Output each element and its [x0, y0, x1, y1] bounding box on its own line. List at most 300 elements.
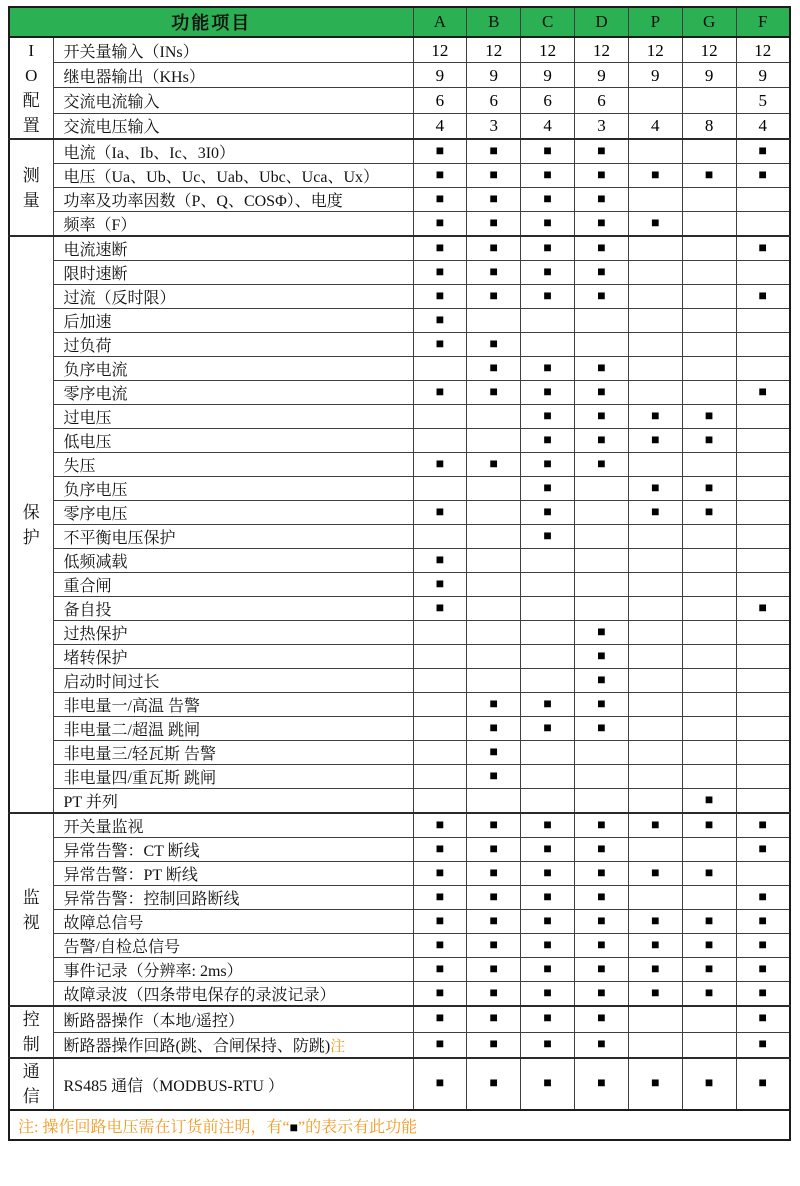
function-name: 电流速断 [53, 236, 413, 261]
feature-empty-cell [521, 573, 575, 597]
feature-present-cell: ■ [575, 669, 629, 693]
feature-empty-cell [575, 741, 629, 765]
feature-empty-cell [736, 453, 790, 477]
feature-present-cell: ■ [413, 934, 467, 958]
feature-present-cell: ■ [575, 212, 629, 237]
feature-empty-cell [413, 621, 467, 645]
feature-empty-cell [628, 621, 682, 645]
table-row [9, 982, 790, 1007]
io-count-cell: 9 [467, 63, 521, 88]
column-header-c: C [521, 7, 575, 37]
function-name: 限时速断 [53, 261, 413, 285]
header-row [9, 7, 790, 37]
feature-present-cell: ■ [628, 982, 682, 1007]
feature-present-cell: ■ [521, 813, 575, 838]
function-name: 开关量输入（INs） [53, 37, 413, 63]
feature-present-cell: ■ [413, 333, 467, 357]
feature-empty-cell [736, 357, 790, 381]
feature-empty-cell [521, 309, 575, 333]
table-row [9, 357, 790, 381]
feature-present-cell: ■ [413, 164, 467, 188]
feature-empty-cell [682, 621, 736, 645]
feature-empty-cell [467, 477, 521, 501]
note-reference-mark: 注 [330, 1039, 346, 1056]
function-name: 告警/自检总信号 [53, 934, 413, 958]
table-row [9, 113, 790, 139]
feature-present-cell: ■ [521, 525, 575, 549]
feature-present-cell: ■ [521, 1006, 575, 1032]
feature-present-cell: ■ [467, 886, 521, 910]
feature-present-cell: ■ [628, 1058, 682, 1110]
table-row [9, 139, 790, 164]
feature-present-cell: ■ [628, 164, 682, 188]
feature-present-cell: ■ [467, 212, 521, 237]
feature-empty-cell [682, 1032, 736, 1058]
feature-present-cell: ■ [521, 838, 575, 862]
feature-present-cell: ■ [575, 645, 629, 669]
feature-present-cell: ■ [682, 982, 736, 1007]
feature-empty-cell [628, 549, 682, 573]
feature-empty-cell [575, 525, 629, 549]
function-name: 开关量监视 [53, 813, 413, 838]
feature-present-cell: ■ [628, 910, 682, 934]
table-body [9, 37, 790, 1110]
feature-empty-cell [521, 645, 575, 669]
function-name: 负序电流 [53, 357, 413, 381]
feature-present-cell: ■ [521, 212, 575, 237]
table-row [9, 477, 790, 501]
feature-empty-cell [575, 549, 629, 573]
feature-empty-cell [736, 501, 790, 525]
function-name: PT 并列 [53, 789, 413, 814]
feature-empty-cell [628, 453, 682, 477]
feature-present-cell: ■ [467, 236, 521, 261]
feature-present-cell: ■ [467, 765, 521, 789]
feature-empty-cell [628, 886, 682, 910]
feature-empty-cell [736, 429, 790, 453]
feature-present-cell: ■ [413, 813, 467, 838]
feature-empty-cell [682, 838, 736, 862]
feature-empty-cell [682, 765, 736, 789]
table-row [9, 309, 790, 333]
footnote [9, 1110, 790, 1140]
feature-present-cell: ■ [413, 285, 467, 309]
feature-present-cell: ■ [521, 1058, 575, 1110]
feature-present-cell: ■ [575, 453, 629, 477]
io-count-cell: 9 [521, 63, 575, 88]
feature-empty-cell [467, 309, 521, 333]
feature-empty-cell [628, 838, 682, 862]
feature-empty-cell [628, 765, 682, 789]
io-count-cell: 6 [467, 88, 521, 113]
feature-present-cell: ■ [736, 1032, 790, 1058]
io-count-cell: 5 [736, 88, 790, 113]
table-row [9, 645, 790, 669]
io-count-cell: 12 [413, 37, 467, 63]
feature-present-cell: ■ [467, 381, 521, 405]
function-name: 启动时间过长 [53, 669, 413, 693]
function-name: 零序电压 [53, 501, 413, 525]
feature-empty-cell [682, 717, 736, 741]
table-row [9, 573, 790, 597]
feature-empty-cell [521, 621, 575, 645]
table-row [9, 88, 790, 113]
feature-empty-cell [467, 645, 521, 669]
feature-empty-cell [736, 477, 790, 501]
io-count-cell: 12 [467, 37, 521, 63]
function-name: 功率及功率因数（P、Q、COSΦ）、电度 [53, 188, 413, 212]
feature-present-cell: ■ [467, 693, 521, 717]
function-name: 不平衡电压保护 [53, 525, 413, 549]
table-row [9, 910, 790, 934]
feature-empty-cell [682, 88, 736, 113]
column-header-p: P [628, 7, 682, 37]
io-count-cell: 6 [521, 88, 575, 113]
feature-empty-cell [628, 236, 682, 261]
feature-present-cell: ■ [467, 453, 521, 477]
feature-present-cell: ■ [521, 862, 575, 886]
feature-present-cell: ■ [575, 982, 629, 1007]
feature-present-cell: ■ [575, 1032, 629, 1058]
feature-present-cell: ■ [413, 212, 467, 237]
table-row [9, 1058, 790, 1110]
feature-present-cell: ■ [575, 693, 629, 717]
feature-empty-cell [575, 477, 629, 501]
column-header-a: A [413, 7, 467, 37]
feature-empty-cell [628, 309, 682, 333]
table-row [9, 717, 790, 741]
feature-empty-cell [682, 741, 736, 765]
feature-present-cell: ■ [521, 717, 575, 741]
function-matrix-table [8, 6, 791, 1141]
feature-empty-cell [682, 645, 736, 669]
table-row [9, 236, 790, 261]
feature-present-cell: ■ [575, 139, 629, 164]
io-count-cell: 6 [413, 88, 467, 113]
table-row [9, 405, 790, 429]
feature-present-cell: ■ [413, 886, 467, 910]
feature-present-cell: ■ [521, 139, 575, 164]
io-count-cell: 3 [467, 113, 521, 139]
feature-empty-cell [467, 573, 521, 597]
feature-empty-cell [736, 188, 790, 212]
function-name: 异常告警：CT 断线 [53, 838, 413, 862]
function-name: 非电量二/超温 跳闸 [53, 717, 413, 741]
feature-empty-cell [628, 789, 682, 814]
feature-present-cell: ■ [628, 477, 682, 501]
feature-present-cell: ■ [682, 477, 736, 501]
table-row [9, 37, 790, 63]
function-name: 后加速 [53, 309, 413, 333]
feature-empty-cell [628, 741, 682, 765]
table-row [9, 525, 790, 549]
feature-present-cell: ■ [521, 910, 575, 934]
feature-empty-cell [628, 88, 682, 113]
group-label-control: 控 制 [9, 1006, 53, 1058]
function-name: 异常告警：PT 断线 [53, 862, 413, 886]
io-count-cell: 3 [575, 113, 629, 139]
table-row [9, 453, 790, 477]
feature-present-cell: ■ [575, 910, 629, 934]
feature-empty-cell [628, 285, 682, 309]
feature-empty-cell [575, 501, 629, 525]
column-header-b: B [467, 7, 521, 37]
table-row [9, 765, 790, 789]
feature-empty-cell [736, 309, 790, 333]
feature-present-cell: ■ [467, 741, 521, 765]
function-name: 电流（Ia、Ib、Ic、3I0） [53, 139, 413, 164]
feature-present-cell: ■ [521, 1032, 575, 1058]
feature-present-cell: ■ [467, 139, 521, 164]
feature-present-cell: ■ [413, 139, 467, 164]
feature-present-cell: ■ [467, 1058, 521, 1110]
table-row [9, 333, 790, 357]
feature-empty-cell [628, 597, 682, 621]
feature-present-cell: ■ [413, 381, 467, 405]
feature-present-cell: ■ [521, 958, 575, 982]
io-count-cell: 4 [521, 113, 575, 139]
feature-present-cell: ■ [413, 236, 467, 261]
feature-present-cell: ■ [575, 285, 629, 309]
feature-empty-cell [467, 597, 521, 621]
feature-present-cell: ■ [467, 838, 521, 862]
function-name: 负序电压 [53, 477, 413, 501]
feature-empty-cell [467, 429, 521, 453]
feature-empty-cell [521, 669, 575, 693]
feature-empty-cell [682, 236, 736, 261]
feature-present-cell: ■ [467, 1032, 521, 1058]
feature-empty-cell [736, 212, 790, 237]
feature-present-cell: ■ [413, 910, 467, 934]
feature-empty-cell [413, 429, 467, 453]
feature-present-cell: ■ [736, 813, 790, 838]
feature-present-cell: ■ [736, 934, 790, 958]
function-name: 交流电压输入 [53, 113, 413, 139]
feature-present-cell: ■ [467, 261, 521, 285]
feature-present-cell: ■ [521, 381, 575, 405]
table-row [9, 741, 790, 765]
function-name: 断路器操作回路(跳、合闸保持、防跳)注 [53, 1032, 413, 1058]
feature-present-cell: ■ [413, 982, 467, 1007]
table-row [9, 381, 790, 405]
io-count-cell: 9 [575, 63, 629, 88]
feature-empty-cell [575, 333, 629, 357]
feature-empty-cell [736, 261, 790, 285]
feature-empty-cell [736, 333, 790, 357]
feature-empty-cell [575, 765, 629, 789]
feature-present-cell: ■ [682, 501, 736, 525]
function-name: 备自投 [53, 597, 413, 621]
table-row [9, 63, 790, 88]
feature-present-cell: ■ [682, 813, 736, 838]
feature-present-cell: ■ [575, 164, 629, 188]
function-name: 非电量一/高温 告警 [53, 693, 413, 717]
feature-present-cell: ■ [413, 1032, 467, 1058]
feature-present-cell: ■ [521, 501, 575, 525]
feature-present-cell: ■ [467, 982, 521, 1007]
function-name: 继电器输出（KHs） [53, 63, 413, 88]
function-name: 零序电流 [53, 381, 413, 405]
feature-empty-cell [628, 1006, 682, 1032]
table-row [9, 261, 790, 285]
feature-present-cell: ■ [575, 958, 629, 982]
feature-present-cell: ■ [736, 838, 790, 862]
table-row [9, 285, 790, 309]
feature-present-cell: ■ [467, 862, 521, 886]
feature-empty-cell [682, 333, 736, 357]
table-row [9, 886, 790, 910]
feature-present-cell: ■ [682, 164, 736, 188]
function-name: 故障总信号 [53, 910, 413, 934]
feature-present-cell: ■ [467, 188, 521, 212]
group-label-io-config: I O 配 置 [9, 37, 53, 139]
feature-empty-cell [682, 597, 736, 621]
function-name: 过电压 [53, 405, 413, 429]
feature-empty-cell [682, 357, 736, 381]
feature-present-cell: ■ [413, 862, 467, 886]
feature-present-cell: ■ [413, 188, 467, 212]
feature-empty-cell [575, 597, 629, 621]
feature-present-cell: ■ [413, 261, 467, 285]
feature-present-cell: ■ [736, 910, 790, 934]
table-row [9, 212, 790, 237]
feature-empty-cell [682, 549, 736, 573]
feature-empty-cell [682, 669, 736, 693]
column-header-f: F [736, 7, 790, 37]
feature-empty-cell [575, 789, 629, 814]
feature-empty-cell [628, 1032, 682, 1058]
feature-empty-cell [521, 333, 575, 357]
feature-empty-cell [682, 693, 736, 717]
feature-empty-cell [736, 573, 790, 597]
feature-empty-cell [682, 261, 736, 285]
feature-empty-cell [628, 717, 682, 741]
feature-empty-cell [467, 621, 521, 645]
table-row [9, 1006, 790, 1032]
feature-present-cell: ■ [521, 236, 575, 261]
feature-present-cell: ■ [736, 285, 790, 309]
function-name: 过流（反时限） [53, 285, 413, 309]
feature-empty-cell [575, 573, 629, 597]
feature-empty-cell [682, 309, 736, 333]
feature-present-cell: ■ [521, 164, 575, 188]
function-name: 失压 [53, 453, 413, 477]
feature-empty-cell [736, 549, 790, 573]
feature-present-cell: ■ [628, 212, 682, 237]
group-label-protection: 保 护 [9, 236, 53, 813]
feature-empty-cell [521, 549, 575, 573]
feature-present-cell: ■ [736, 1006, 790, 1032]
function-name: 事件记录（分辨率: 2ms） [53, 958, 413, 982]
io-count-cell: 9 [736, 63, 790, 88]
feature-present-cell: ■ [575, 621, 629, 645]
column-header-d: D [575, 7, 629, 37]
feature-empty-cell [682, 285, 736, 309]
feature-empty-cell [628, 139, 682, 164]
feature-present-cell: ■ [521, 453, 575, 477]
function-name: 非电量四/重瓦斯 跳闸 [53, 765, 413, 789]
feature-empty-cell [467, 525, 521, 549]
function-name: 过热保护 [53, 621, 413, 645]
feature-empty-cell [736, 717, 790, 741]
feature-present-cell: ■ [467, 910, 521, 934]
feature-empty-cell [628, 261, 682, 285]
feature-empty-cell [736, 669, 790, 693]
feature-present-cell: ■ [736, 381, 790, 405]
group-label-monitoring: 监 视 [9, 813, 53, 1006]
feature-empty-cell [413, 717, 467, 741]
footnote-text-prefix: 注: 操作回路电压需在订货前注明，有“ [18, 1118, 290, 1136]
feature-empty-cell [413, 405, 467, 429]
feature-empty-cell [413, 357, 467, 381]
feature-present-cell: ■ [413, 453, 467, 477]
feature-present-cell: ■ [628, 813, 682, 838]
io-count-cell: 12 [521, 37, 575, 63]
feature-present-cell: ■ [521, 188, 575, 212]
function-name: 交流电流输入 [53, 88, 413, 113]
function-name: 低电压 [53, 429, 413, 453]
feature-present-cell: ■ [575, 429, 629, 453]
table-row [9, 429, 790, 453]
feature-empty-cell [413, 525, 467, 549]
feature-present-cell: ■ [682, 405, 736, 429]
feature-present-cell: ■ [628, 405, 682, 429]
feature-present-cell: ■ [521, 477, 575, 501]
table-row [9, 934, 790, 958]
feature-present-cell: ■ [575, 838, 629, 862]
feature-present-cell: ■ [736, 982, 790, 1007]
feature-empty-cell [628, 693, 682, 717]
table-row [9, 501, 790, 525]
feature-empty-cell [467, 501, 521, 525]
function-name: 故障录波（四条带电保存的录波记录） [53, 982, 413, 1007]
feature-present-cell: ■ [467, 164, 521, 188]
feature-empty-cell [413, 669, 467, 693]
feature-empty-cell [736, 525, 790, 549]
feature-empty-cell [575, 309, 629, 333]
feature-empty-cell [682, 188, 736, 212]
feature-present-cell: ■ [682, 934, 736, 958]
feature-empty-cell [736, 741, 790, 765]
feature-empty-cell [413, 765, 467, 789]
feature-present-cell: ■ [575, 261, 629, 285]
feature-present-cell: ■ [628, 862, 682, 886]
feature-empty-cell [413, 693, 467, 717]
feature-present-cell: ■ [736, 958, 790, 982]
feature-present-cell: ■ [521, 405, 575, 429]
feature-empty-cell [682, 139, 736, 164]
function-name: 堵转保护 [53, 645, 413, 669]
feature-present-cell: ■ [467, 1006, 521, 1032]
table-row [9, 621, 790, 645]
feature-present-cell: ■ [467, 934, 521, 958]
function-name: RS485 通信（MODBUS-RTU ） [53, 1058, 413, 1110]
function-name: 频率（F） [53, 212, 413, 237]
feature-empty-cell [467, 669, 521, 693]
feature-empty-cell [736, 621, 790, 645]
footnote-row [9, 1110, 790, 1140]
feature-empty-cell [628, 381, 682, 405]
feature-present-cell: ■ [682, 429, 736, 453]
feature-present-cell: ■ [413, 1058, 467, 1110]
feature-empty-cell [467, 789, 521, 814]
io-count-cell: 9 [413, 63, 467, 88]
feature-empty-cell [736, 862, 790, 886]
feature-present-cell: ■ [413, 838, 467, 862]
feature-present-cell: ■ [413, 597, 467, 621]
feature-present-cell: ■ [736, 886, 790, 910]
feature-present-cell: ■ [575, 188, 629, 212]
